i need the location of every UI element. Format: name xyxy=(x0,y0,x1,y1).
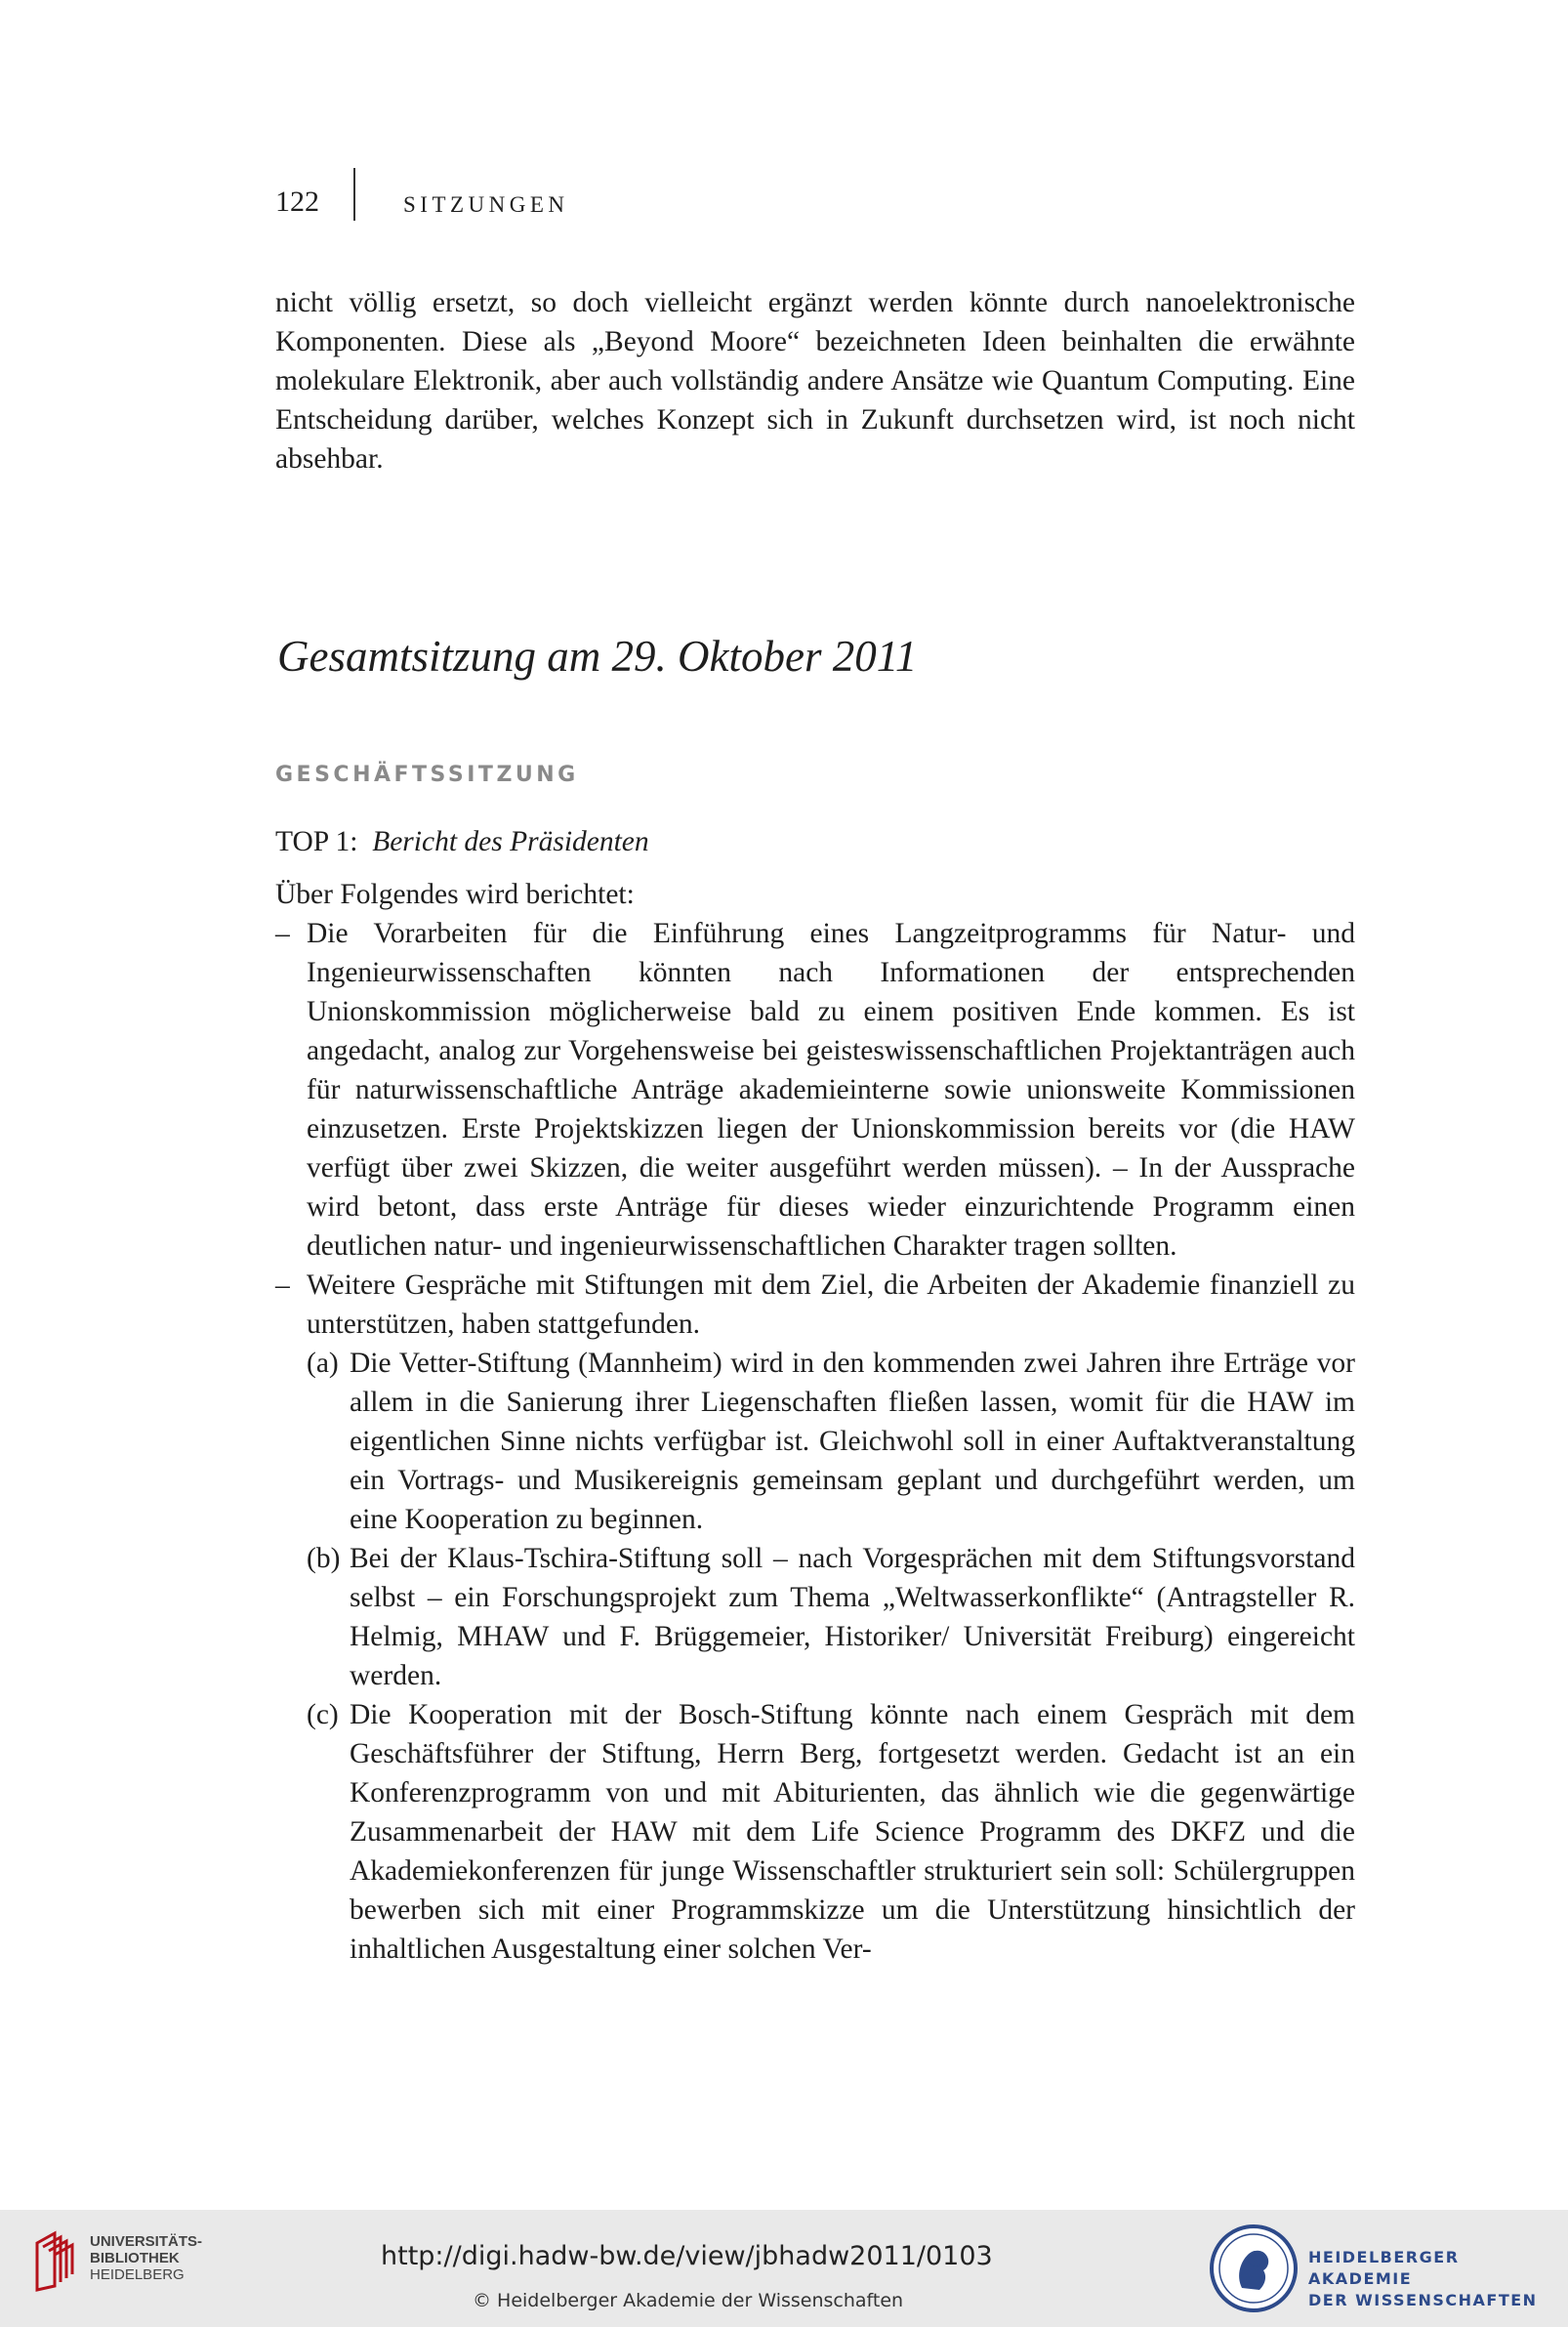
academy-seal-logo xyxy=(1209,2223,1299,2313)
list-item xyxy=(275,1266,1355,1969)
dash-bullet: – xyxy=(275,1269,290,1301)
sub-item-text: Die Kooperation mit der Bosch-Stiftung könnte nach einem Gespräch mit dem Geschäftsführer der Stiftung, Herrn Berg, fortgesetzt werden. Gedacht ist an ein Konferenzprogramm von und mit Abiturienten, das ähnlich wie die gegenwärtige Zusammenarbeit der HAW mit dem Life Science Programm des DKFZ und die Akademiekonferenzen für junge Wissenschaftler strukturiert sein soll: Schülergruppen bewerben sich mit einer Programmskizze um die Unterstützung hinsichtlich der inhaltlichen Ausgestaltung einer solchen Ver- xyxy=(350,1699,1355,1965)
footer-bar xyxy=(0,2210,1568,2327)
report-lead: Über Folgendes wird berichtet: xyxy=(275,879,635,910)
sub-list-item xyxy=(307,1344,1355,1539)
copyright-notice: © Heidelberger Akademie der Wissenschaften xyxy=(473,2290,904,2311)
agenda-item-heading xyxy=(275,822,649,861)
source-url-link[interactable]: http://digi.hadw-bw.de/view/jbhadw2011/0103 xyxy=(381,2241,993,2271)
ub-name-line: UNIVERSITÄTS- xyxy=(90,2233,203,2250)
sub-list xyxy=(307,1344,1355,1969)
page-number: 122 xyxy=(275,186,319,218)
academy-name-line: HEIDELBERGER AKADEMIE xyxy=(1308,2248,1460,2288)
academy-name xyxy=(1308,2247,1568,2311)
list-item xyxy=(275,914,1355,1266)
sub-item-text: Die Vetter-Stiftung (Mannheim) wird in den kommenden zwei Jahren ihre Erträge vor allem in die Sanierung ihrer Liegenschaften fließen lassen, womit für die HAW im eigentlichen Sinne nichts verfügbar ist. Gleichwohl soll in einer Auftaktveranstaltung ein Vortrags- und Musikereignis gemeinsam geplant und durchgeführt werden, um eine Kooperation zu beginnen. xyxy=(350,1348,1355,1535)
header-divider xyxy=(353,168,355,221)
sub-item-label: (b) xyxy=(307,1543,341,1574)
sub-list-item xyxy=(307,1695,1355,1969)
dash-bullet: – xyxy=(275,918,290,949)
ub-name-line: BIBLIOTHEK xyxy=(90,2250,180,2266)
sub-item-label: (c) xyxy=(307,1699,339,1730)
sub-item-text: Bei der Klaus-Tschira-Stiftung soll – nach Vorgesprächen mit dem Stiftungsvorstand selbst – ein Forschungsprojekt zum Thema „Weltwasserkonflikte“ (Antragsteller R. Helmig, MHAW und F. Brüggemeier, Historiker/ Universität Freiburg) eingereicht werden. xyxy=(350,1543,1355,1691)
report-list xyxy=(275,914,1355,1969)
list-item-text: Weitere Gespräche mit Stiftungen mit dem Ziel, die Arbeiten der Akademie finanziell zu unterstützen, haben stattgefunden. xyxy=(307,1269,1355,1340)
university-library-logo xyxy=(31,2229,80,2294)
running-head: SITZUNGEN xyxy=(403,192,569,217)
intro-text: nicht völlig ersetzt, so doch vielleicht ergänzt werden könnte durch nanoelektronische Komponenten. Diese als „Beyond Moore“ bezeichneten Ideen beinhalten die erwähnte molekulare Elektronik, aber auch vollständig andere Ansätze wie Quantum Computing. Eine Entscheidung darüber, welches Konzept sich in Zukunft durchsetzen wird, ist noch nicht absehbar. xyxy=(275,287,1355,475)
list-item-text: Die Vorarbeiten für die Einführung eines Langzeitprogramms für Natur- und Ingenieurwissenschaften könnten nach Informationen der entsprechenden Unionskommission möglicherweise bald zu einem positiven Ende kommen. Es ist angedacht, analog zur Vorgehensweise bei geisteswissenschaftlichen Projektanträgen auch für naturwissenschaftliche Anträge akademieinterne sowie unionsweite Kommissionen einzusetzen. Erste Projektskizzen liegen der Unionskommission bereits vor (die HAW verfügt über zwei Skizzen, die weiter ausgeführt werden müssen). – In der Aussprache wird betont, dass erste Anträge für dieses wieder einzurichtende Programm einen deutlichen natur- und ingenieurwissenschaftlichen Charakter tragen sollten. xyxy=(307,918,1355,1262)
sub-list-item xyxy=(307,1539,1355,1695)
sub-item-label: (a) xyxy=(307,1348,339,1379)
academy-name-line: DER WISSENSCHAFTEN xyxy=(1308,2291,1538,2309)
agenda-item-title: Bericht des Präsidenten xyxy=(372,826,649,857)
ub-name-line: HEIDELBERG xyxy=(90,2266,185,2283)
report-body xyxy=(275,875,1355,1969)
university-library-name xyxy=(90,2233,202,2283)
page-header xyxy=(275,168,959,221)
agenda-item-label: TOP 1: xyxy=(275,826,358,857)
subsection-title: GESCHÄFTSSITZUNG xyxy=(275,763,579,787)
intro-paragraph xyxy=(275,283,1355,478)
section-title: Gesamtsitzung am 29. Oktober 2011 xyxy=(277,632,918,681)
